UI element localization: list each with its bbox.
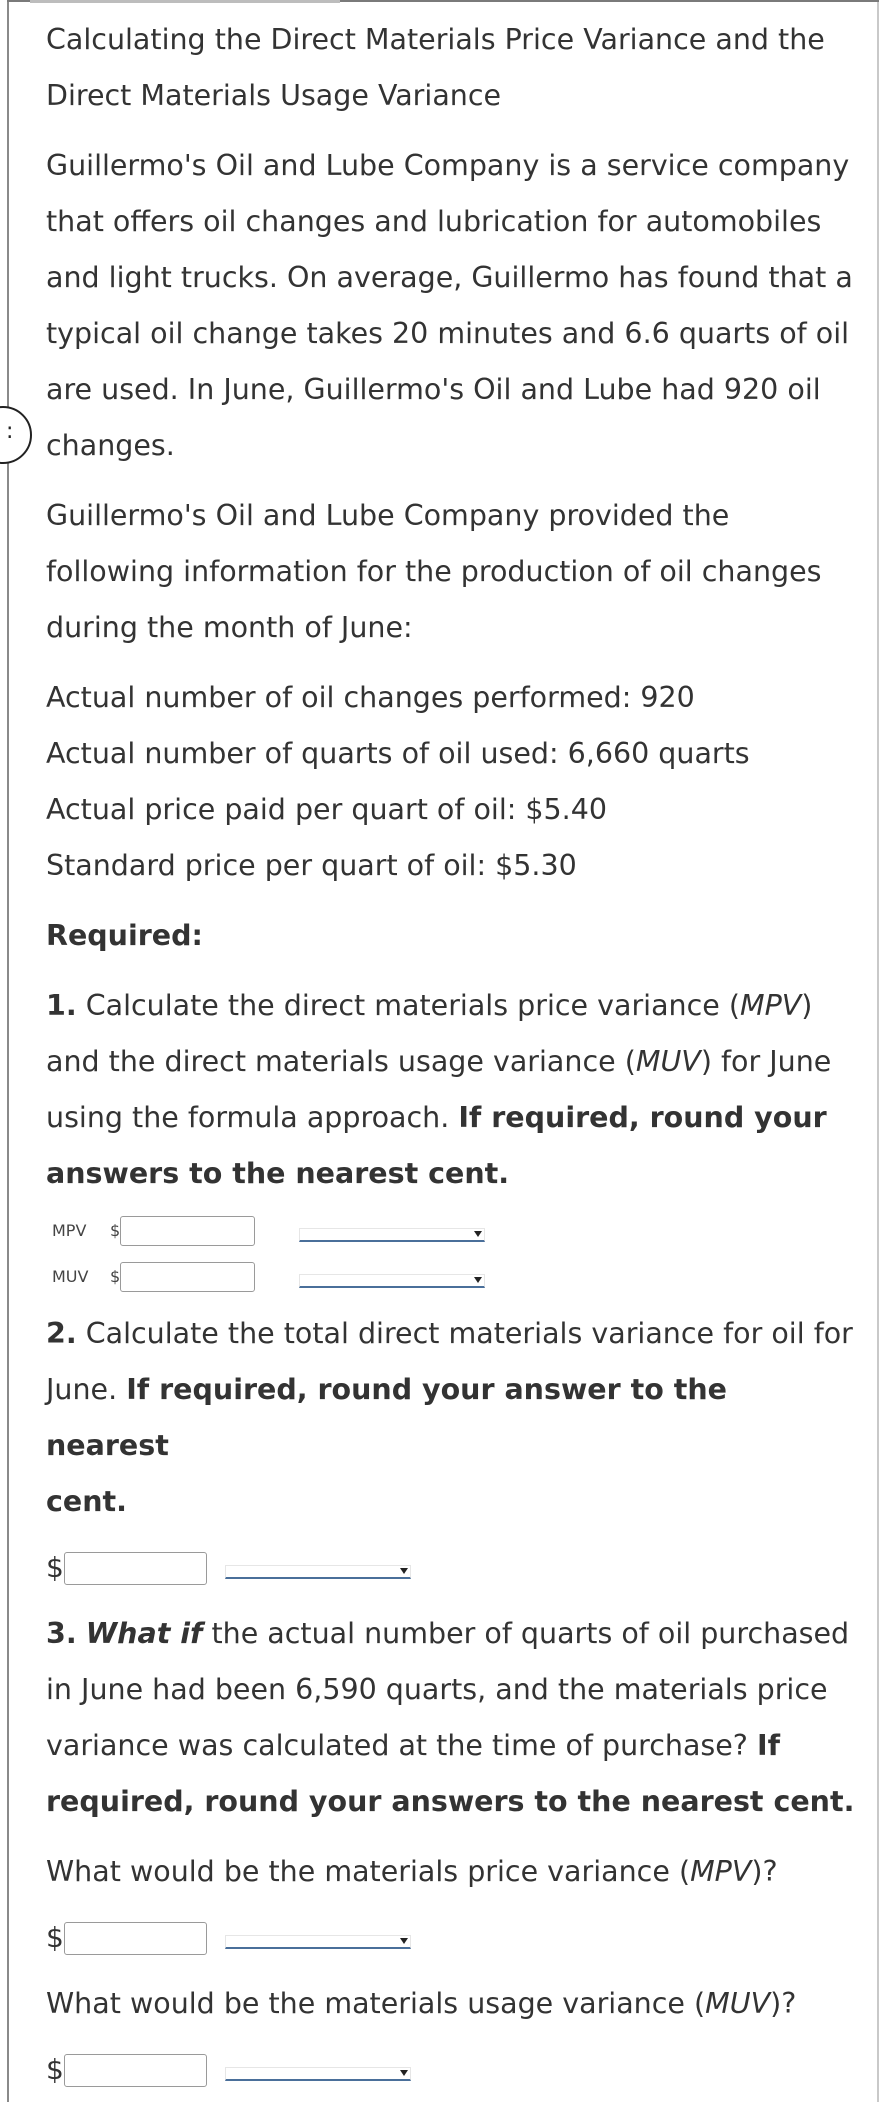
- intro-line-2: that offers oil changes and lubrication for automobiles: [46, 205, 822, 238]
- q2-line-2: [46, 1362, 856, 1474]
- q1-text-c: and the direct materials usage variance (: [46, 1045, 636, 1078]
- total-variance-currency: $: [46, 1551, 64, 1584]
- mpv-favorability-select[interactable]: [299, 1228, 485, 1242]
- q2-round-instruction-b: cent.: [46, 1485, 127, 1518]
- muv-currency: $: [110, 1267, 121, 1286]
- q3-muv-abbr: MUV: [705, 1987, 771, 2020]
- q2-number: 2.: [46, 1317, 77, 1350]
- provided-line-2: following information for the production of oil changes: [46, 555, 822, 588]
- q3-number: 3.: [46, 1617, 77, 1650]
- q3-mpv-question-a: What would be the materials price variance (: [46, 1855, 691, 1888]
- intro-line-4: typical oil change takes 20 minutes and 6.6 quarts of oil: [46, 317, 850, 350]
- fact-quarts-used: Actual number of quarts of oil used: 6,660 quarts: [46, 737, 750, 770]
- q3-muv-currency: $: [46, 2053, 64, 2086]
- total-variance-favorability-select[interactable]: [225, 1565, 411, 1579]
- q3-mpv-row: [46, 1908, 856, 1968]
- intro-line-6: changes.: [46, 429, 175, 462]
- mpv-amount-input[interactable]: [120, 1216, 255, 1246]
- q1-line-3: [46, 1090, 856, 1146]
- q3-line-3: [46, 1718, 856, 1774]
- q1-line-1: [46, 978, 856, 1034]
- problem-content: [46, 12, 856, 2100]
- q3-mpv-question-b: )?: [751, 1855, 778, 1888]
- muv-label: MUV: [52, 1267, 89, 1286]
- q1-text-e: using the formula approach.: [46, 1101, 450, 1134]
- muv-favorability-select[interactable]: [299, 1274, 485, 1288]
- side-handle-icon[interactable]: :: [0, 406, 32, 464]
- q3-muv-favorability-select[interactable]: [225, 2067, 411, 2081]
- q1-round-instruction-b: answers to the nearest cent.: [46, 1157, 510, 1190]
- q1-line-2: [46, 1034, 856, 1090]
- q3-text-b: variance was calculated at the time of purchase?: [46, 1729, 748, 1762]
- q2-round-instruction-a: If required, round your answer to the nearest: [46, 1373, 727, 1462]
- q1-text-d: ) for June: [700, 1045, 832, 1078]
- q2-text-a: Calculate the total direct materials variance for oil for: [85, 1317, 853, 1350]
- problem-title-line-2: Direct Materials Usage Variance: [46, 79, 502, 112]
- q3-round-instruction-b: required, round your answers to the nearest cent.: [46, 1785, 855, 1818]
- mpv-label: MPV: [52, 1221, 87, 1240]
- fact-actual-price: Actual price paid per quart of oil: $5.40: [46, 793, 607, 826]
- fact-standard-price: Standard price per quart of oil: $5.30: [46, 849, 577, 882]
- q3-line-2: in June had been 6,590 quarts, and the materials price: [46, 1673, 828, 1706]
- q3-muv-question: [46, 1976, 856, 2032]
- q2-line-1: [46, 1306, 856, 1362]
- q3-mpv-input[interactable]: [64, 1922, 207, 1955]
- q1-muv-abbr: MUV: [635, 1045, 701, 1078]
- q1-mpv-abbr: MPV: [740, 989, 802, 1022]
- mpv-currency: $: [110, 1221, 121, 1240]
- intro-line-3: and light trucks. On average, Guillermo has found that a: [46, 261, 853, 294]
- q3-what-if: What if: [85, 1617, 203, 1650]
- chevron-down-icon: [400, 1938, 408, 1944]
- chevron-down-icon: [474, 1231, 482, 1237]
- required-heading: Required:: [46, 919, 203, 952]
- q3-muv-question-a: What would be the materials usage variance (: [46, 1987, 706, 2020]
- q3-muv-input[interactable]: [64, 2054, 207, 2087]
- total-variance-input[interactable]: [64, 1552, 207, 1585]
- muv-row: [46, 1254, 856, 1300]
- q1-text-b: ): [801, 989, 813, 1022]
- mpv-row: [46, 1208, 856, 1254]
- q3-mpv-abbr: MPV: [690, 1855, 752, 1888]
- q2-text-b: June.: [46, 1373, 118, 1406]
- q3-mpv-question: [46, 1844, 856, 1900]
- intro-line-1: Guillermo's Oil and Lube Company is a service company: [46, 149, 850, 182]
- q1-number: 1.: [46, 989, 77, 1022]
- q3-line-1: [46, 1606, 856, 1662]
- fact-oil-changes: Actual number of oil changes performed: 920: [46, 681, 695, 714]
- problem-title-line-1: Calculating the Direct Materials Price Variance and the: [46, 23, 825, 56]
- q1-round-instruction-a: If required, round your: [458, 1101, 827, 1134]
- provided-line-3: during the month of June:: [46, 611, 413, 644]
- q3-mpv-currency: $: [46, 1921, 64, 1954]
- muv-amount-input[interactable]: [120, 1262, 255, 1292]
- q3-muv-question-b: )?: [770, 1987, 797, 2020]
- provided-line-1: Guillermo's Oil and Lube Company provided the: [46, 499, 730, 532]
- q3-mpv-favorability-select[interactable]: [225, 1935, 411, 1949]
- total-variance-row: [46, 1538, 856, 1598]
- chevron-down-icon: [400, 1568, 408, 1574]
- q3-text-a: the actual number of quarts of oil purchased: [211, 1617, 850, 1650]
- chevron-down-icon: [400, 2070, 408, 2076]
- q1-text-a: Calculate the direct materials price variance (: [85, 989, 740, 1022]
- intro-line-5: are used. In June, Guillermo's Oil and Lube had 920 oil: [46, 373, 821, 406]
- q3-round-instruction-a: If: [757, 1729, 781, 1762]
- q3-muv-row: [46, 2040, 856, 2100]
- chevron-down-icon: [474, 1277, 482, 1283]
